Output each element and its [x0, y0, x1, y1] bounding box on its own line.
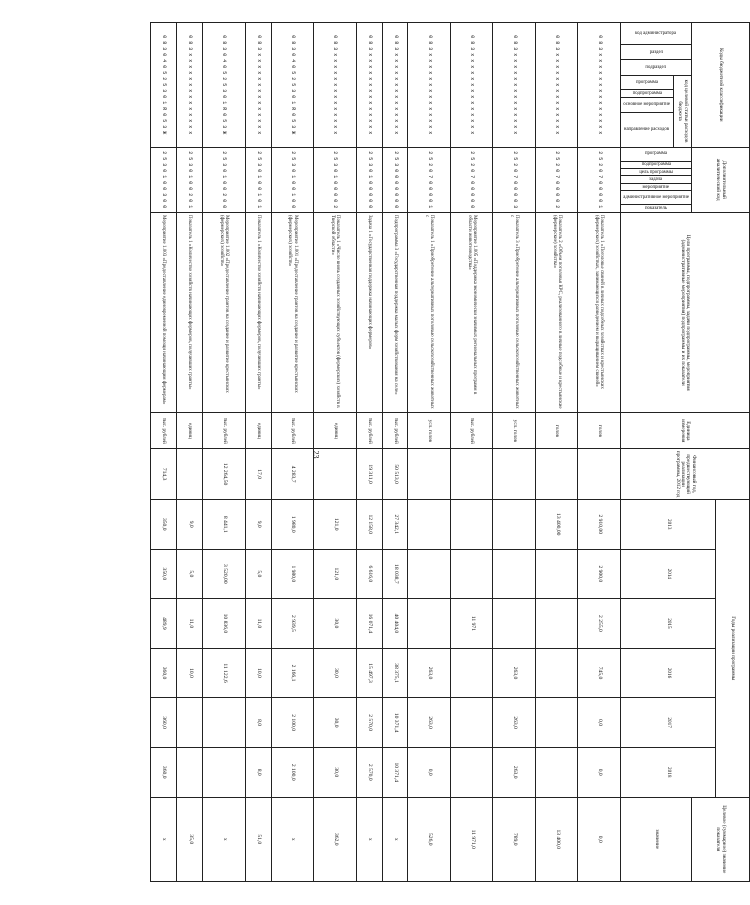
- value-2015: 30,0: [314, 599, 357, 649]
- header-additional-code: Дополнительный аналитический код: [692, 147, 750, 212]
- value-2015: 11,0: [245, 599, 271, 649]
- value-2016: 263,0: [493, 648, 536, 698]
- value-2017: 263,0: [408, 698, 451, 748]
- value-2014: [451, 549, 494, 599]
- row-unit: единиц: [314, 413, 357, 449]
- value-2016: [536, 648, 579, 698]
- target-total-value: 51,0: [245, 797, 271, 881]
- header-kbk-purpose: код целевой статьи расходов бюджета: [673, 76, 691, 147]
- base-year-value: 714,3: [151, 449, 177, 500]
- row-name: Показатель 1 «Количество хозяйств начинающих фермеров, получивших гранты»: [245, 212, 271, 412]
- additional-code: 2 5 2 0 7 0 0 0 0 1: [578, 147, 621, 212]
- value-2018: 360,0: [151, 747, 177, 797]
- program-table: [150, 22, 750, 882]
- value-2014: 121,0: [314, 549, 357, 599]
- value-2015: [536, 599, 579, 649]
- target-total-value: 11 971,0: [451, 797, 494, 881]
- kbk-code: 0 8 3 0 4 0 5 2 5 3 0 1 R 0 5 3 Ж: [271, 23, 314, 148]
- value-2015: 11,0: [177, 599, 203, 649]
- table-row: [382, 23, 408, 882]
- value-2018: 0,0: [578, 747, 621, 797]
- additional-code: 2 5 3 0 0 0 0 0 0 0: [382, 147, 408, 212]
- value-2014: 5,0: [245, 549, 271, 599]
- header-admin-measure: административное мероприятие: [623, 195, 689, 201]
- value-2016: 745,0: [578, 648, 621, 698]
- kbk-code: 0 8 3 x x x x x x x x x x x x x x: [314, 23, 357, 148]
- table-row: [177, 23, 203, 882]
- kbk-code: 0 8 3 x x x x x x x x x x x x x x: [578, 23, 621, 148]
- value-2016: 10,0: [177, 648, 203, 698]
- header-addl-subcols: [621, 147, 692, 212]
- row-name: Показатель 1 «Число вновь созданных хозяйствующих субъектов (фермерских) хозяйств в Тверской области»: [314, 212, 357, 412]
- value-2014: 1 980,0: [271, 549, 314, 599]
- target-total-value: 789,0: [493, 797, 536, 881]
- value-2017: 30,0: [314, 698, 357, 748]
- table-row: [578, 23, 621, 882]
- value-2013: 1 980,0: [271, 499, 314, 549]
- value-2015: 489,9: [151, 599, 177, 649]
- header-subprogram-2: подпрограмма: [641, 162, 671, 168]
- additional-code: 2 5 3 0 1 0 0 1 0 0: [271, 147, 314, 212]
- table-row: [536, 23, 579, 882]
- value-2015: 2 939,5: [271, 599, 314, 649]
- target-total-value: 0,0: [578, 797, 621, 881]
- value-2014: [536, 549, 579, 599]
- additional-code: 2 5 3 0 1 0 0 2 0 0: [203, 147, 246, 212]
- value-2018: 263,0: [493, 747, 536, 797]
- value-2017: 8,0: [245, 698, 271, 748]
- target-total-value: 362,0: [314, 797, 357, 881]
- additional-code: 2 5 3 0 1 0 0 3 0 0: [151, 147, 177, 212]
- header-years: Годы реализации программы: [716, 499, 750, 797]
- kbk-code: 0 8 3 x x x x x x x x x x x x x x: [382, 23, 408, 148]
- base-year-value: [536, 449, 579, 500]
- value-2017: [536, 698, 579, 748]
- row-name: Подпрограмма 3 «Государственная поддержка малых форм хозяйствования на селе»: [382, 212, 408, 412]
- value-2014: 350,0: [151, 549, 177, 599]
- base-year-value: 17,0: [245, 449, 271, 500]
- value-2014: 6 616,0: [356, 549, 382, 599]
- row-name: Показатель 3 «Приобретение альтернативных поголовью сельскохозяйственных животных с: [493, 212, 536, 412]
- value-2015: 2 255,0: [578, 599, 621, 649]
- value-2014: 2 900,0: [578, 549, 621, 599]
- row-unit: тыс. рублей: [151, 413, 177, 449]
- value-2013: 8 441,1: [203, 499, 246, 549]
- value-2013: [451, 499, 494, 549]
- additional-code: 2 5 2 0 7 0 0 0 0 2: [536, 147, 579, 212]
- base-year-value: [177, 449, 203, 500]
- kbk-code: 0 8 3 0 4 0 5 2 5 3 0 1 R 0 5 3 Ж: [151, 23, 177, 148]
- value-2016: 10,0: [245, 648, 271, 698]
- value-2017: [177, 698, 203, 748]
- value-2014: 5,0: [177, 549, 203, 599]
- target-total-value: x: [356, 797, 382, 881]
- page-number: 23: [311, 450, 321, 459]
- base-year-value: 19 311,0: [356, 449, 382, 500]
- value-2014: [408, 549, 451, 599]
- value-2016: 38 375,1: [382, 648, 408, 698]
- header-year-2018: 2018: [621, 747, 716, 797]
- value-2017: 263,0: [493, 698, 536, 748]
- row-unit: тыс. рублей: [203, 413, 246, 449]
- value-2017: 2 570,0: [356, 698, 382, 748]
- additional-code: 2 5 3 0 1 0 0 0 0 2: [314, 147, 357, 212]
- value-2014: 3 520,00: [203, 549, 246, 599]
- value-2018: [536, 747, 579, 797]
- table-row: [408, 23, 451, 882]
- header-admin-code: код администратора: [635, 31, 677, 37]
- additional-code: 2 5 2 0 7 0 0 0 0 3: [493, 147, 536, 212]
- value-2013: [493, 499, 536, 549]
- row-unit: усл. голов: [408, 413, 451, 449]
- header-unit: Единица измерения: [621, 413, 750, 449]
- value-2017: 360,0: [151, 698, 177, 748]
- table-row: [356, 23, 382, 882]
- row-unit: голов: [578, 413, 621, 449]
- row-unit: единиц: [177, 413, 203, 449]
- base-year-value: [451, 449, 494, 500]
- header-year-2017: 2017: [621, 698, 716, 748]
- additional-code: 2 5 2 0 7 0 0 0 0 0: [451, 147, 494, 212]
- base-year-value: 4 283,7: [271, 449, 314, 500]
- table-row: [493, 23, 536, 882]
- header-budget-class: Коды бюджетной классификации: [692, 23, 750, 148]
- row-name: Показатель 2 «Объем поголовья КРС, реализованного в личные подсобные и крестьянские (фермерские) хозяйства»: [536, 212, 579, 412]
- value-2013: 12 158,0: [356, 499, 382, 549]
- value-2016: 11 122,6: [203, 648, 246, 698]
- kbk-code: 0 8 3 0 4 0 5 2 5 3 0 1 R 0 5 3 Ж: [203, 23, 246, 148]
- value-2018: [451, 747, 494, 797]
- target-total-value: 35,0: [177, 797, 203, 881]
- base-year-value: [311, 449, 357, 500]
- header-target-value: значение: [621, 797, 692, 881]
- value-2017: [451, 698, 494, 748]
- target-total-value: 526,0: [408, 797, 451, 881]
- table-row: [271, 23, 314, 882]
- header-direction: направление расходов: [624, 127, 670, 133]
- value-2017: 10 371,4: [382, 698, 408, 748]
- additional-code: 2 5 3 0 1 0 0 2 0 1: [177, 147, 203, 212]
- table-row: [151, 23, 177, 882]
- header-indicator: показатель: [644, 206, 668, 212]
- table-row: [245, 23, 271, 882]
- kbk-code: 0 8 3 x x x x x x x x x x x x x x: [408, 23, 451, 148]
- header-task: задача: [649, 177, 663, 183]
- value-2018: 10 371,4: [382, 747, 408, 797]
- target-total-value: x: [151, 797, 177, 881]
- base-year-value: 50 513,0: [382, 449, 408, 500]
- row-name: Мероприятие 1.001 «Предоставление грантов на создание и развитие крестьянских (фермерских) хозяйств»: [271, 212, 314, 412]
- row-unit: голов: [536, 413, 579, 449]
- rotated-table-sheet: [150, 22, 750, 882]
- table-row: [451, 23, 494, 882]
- value-2014: [493, 549, 536, 599]
- header-measure: мероприятие: [642, 184, 670, 190]
- value-2013: 2 910,00: [578, 499, 621, 549]
- additional-code: 2 5 3 0 1 0 0 1 0 1: [245, 147, 271, 212]
- row-name: Задача 1 «Государственная поддержка начинающих фермеров»: [356, 212, 382, 412]
- header-purpose: цель программы: [639, 169, 673, 175]
- kbk-code: 0 8 3 x x x x x x x x x x x x x x: [493, 23, 536, 148]
- kbk-code: 0 8 3 x x x x x x x x x x x x x x: [245, 23, 271, 148]
- header-year-2015: 2015: [621, 599, 716, 649]
- value-2016: [451, 648, 494, 698]
- value-2018: [203, 747, 246, 797]
- base-year-value: [408, 449, 451, 500]
- value-2018: 30,0: [314, 747, 357, 797]
- value-2015: [493, 599, 536, 649]
- header-target-total: Целевое (суммарное) значение показателя: [692, 797, 750, 881]
- row-name: Показатель 1 «Количество хозяйств начинающих фермеров, получивших гранты»: [177, 212, 203, 412]
- target-total-value: x: [382, 797, 408, 881]
- header-subprogram: подпрограмма: [632, 91, 662, 97]
- value-2013: 27 342,1: [382, 499, 408, 549]
- header-year-2013: 2013: [621, 499, 716, 549]
- value-2015: 16 071,4: [356, 599, 382, 649]
- kbk-code: 0 8 3 x x x x x x x x x x x x x x: [356, 23, 382, 148]
- value-2018: 2 100,0: [271, 747, 314, 797]
- row-unit: тыс. рублей: [356, 413, 382, 449]
- base-year-value: 12 264,50: [203, 449, 246, 500]
- value-2016: 2 166,1: [271, 648, 314, 698]
- kbk-code: 0 8 3 x x x x x x x x x x x x x x: [177, 23, 203, 148]
- value-2013: 121,0: [314, 499, 357, 549]
- header-goal-name: Цели программы, подпрограммы, задачи подпрограммы, мероприятия (административные мероприятия) подпрограммы и их показатели: [621, 212, 750, 412]
- value-2013: 13 400,00: [536, 499, 579, 549]
- header-kbk-subcols: [621, 23, 692, 148]
- header-finance-base: Финансовый год, предшествующий реализации программы, 2012 год: [621, 449, 750, 500]
- table-row: [314, 23, 357, 882]
- row-unit: единиц: [245, 413, 271, 449]
- value-2013: 9,0: [177, 499, 203, 549]
- value-2017: 0,0: [578, 698, 621, 748]
- target-total-value: x: [271, 797, 314, 881]
- row-name: Показатель 1 «Приобретение альтернативных поголовью сельскохозяйственных животных с: [408, 212, 451, 412]
- header-main-event: основное мероприятие: [623, 102, 671, 108]
- value-2015: 40 404,0: [382, 599, 408, 649]
- value-2015: 11 971: [451, 599, 494, 649]
- header-program-2: программа: [644, 151, 668, 157]
- base-year-value: [578, 449, 621, 500]
- header-program: программа: [635, 79, 658, 85]
- value-2017: 2 100,0: [271, 698, 314, 748]
- value-2017: [203, 698, 246, 748]
- value-2013: 350,0: [151, 499, 177, 549]
- value-2016: 30,0: [314, 648, 357, 698]
- value-2016: 15 497,3: [356, 648, 382, 698]
- row-unit: тыс. рублей: [271, 413, 314, 449]
- row-unit: усл. голов: [493, 413, 536, 449]
- header-year-2016: 2016: [621, 648, 716, 698]
- header-subsection: подраздел: [645, 65, 667, 70]
- row-unit: тыс. рублей: [451, 413, 494, 449]
- row-name: Мероприятие 1.003 «Предоставление единовременной помощи начинающим фермерам»: [151, 212, 177, 412]
- value-2015: [408, 599, 451, 649]
- target-total-value: x: [203, 797, 246, 881]
- additional-code: 2 5 2 0 7 0 0 0 0 1: [408, 147, 451, 212]
- value-2013: 9,0: [245, 499, 271, 549]
- header-year-2014: 2014: [621, 549, 716, 599]
- row-name: Показатель 1 «Поголовье свиней в личных подсобных хозяйствах и крестьянских (фермерских) хозяйствах, занимающихся разведением и выращиванием свиней»: [578, 212, 621, 412]
- value-2018: [177, 747, 203, 797]
- value-2015: 10 836,0: [203, 599, 246, 649]
- row-unit: тыс. рублей: [382, 413, 408, 449]
- value-2018: 2 570,0: [356, 747, 382, 797]
- value-2013: [408, 499, 451, 549]
- value-2018: 8,0: [245, 747, 271, 797]
- row-name: Мероприятие 1.005 «Поддержка экономически значимых региональных программ в области животноводства»: [451, 212, 494, 412]
- value-2018: 0,0: [408, 747, 451, 797]
- value-2016: 263,0: [408, 648, 451, 698]
- target-total-value: 13 400,0: [536, 797, 579, 881]
- value-2014: 18 038,7: [382, 549, 408, 599]
- value-2016: 360,0: [151, 648, 177, 698]
- kbk-code: 0 8 3 x x x x x x x x x x x x x x: [536, 23, 579, 148]
- header-section: раздел: [649, 49, 663, 55]
- additional-code: 2 5 3 0 1 0 0 0 0 0: [356, 147, 382, 212]
- table-row: [203, 23, 246, 882]
- row-name: Мероприятие 1.002 «Предоставление грантов на создание и развитие крестьянских (фермерских) хозяйств»: [203, 212, 246, 412]
- base-year-value: [493, 449, 536, 500]
- kbk-code: 0 8 3 x x x x x x x x x x x x x x: [451, 23, 494, 148]
